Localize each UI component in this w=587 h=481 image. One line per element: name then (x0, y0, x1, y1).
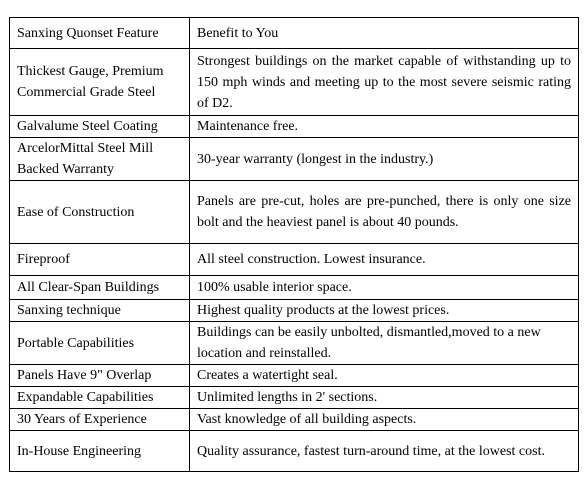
benefit-cell: Panels are pre-cut, holes are pre-punched, there is only one size bolt and the heaviest panel is about 40 pounds. (190, 181, 579, 244)
feature-cell: Portable Capabilities (10, 322, 190, 365)
header-feature-cell: Sanxing Quonset Feature (10, 18, 190, 49)
table-header-row (10, 18, 579, 49)
benefit-cell: 100% usable interior space. (190, 276, 579, 300)
table-row (10, 138, 579, 181)
table-row (10, 300, 579, 322)
table-row (10, 49, 579, 116)
feature-cell: Panels Have 9" Overlap (10, 365, 190, 387)
table-row (10, 431, 579, 472)
benefit-cell: Strongest buildings on the market capable of withstanding up to 150 mph winds and meeting up to the most severe seismic rating of D2. (190, 49, 579, 116)
benefit-cell: Creates a watertight seal. (190, 365, 579, 387)
benefit-cell: Maintenance free. (190, 116, 579, 138)
header-benefit-cell: Benefit to You (190, 18, 579, 49)
benefit-cell: Unlimited lengths in 2' sections. (190, 387, 579, 409)
feature-cell: Galvalume Steel Coating (10, 116, 190, 138)
feature-cell: Expandable Capabilities (10, 387, 190, 409)
feature-cell: ArcelorMittal Steel Mill Backed Warranty (10, 138, 190, 181)
benefit-cell: 30-year warranty (longest in the industry.) (190, 138, 579, 181)
table-row (10, 409, 579, 431)
table-row (10, 116, 579, 138)
feature-cell: Thickest Gauge, Premium Commercial Grade Steel (10, 49, 190, 116)
benefit-cell: All steel construction. Lowest insurance. (190, 244, 579, 276)
table-row (10, 244, 579, 276)
table-row (10, 365, 579, 387)
feature-cell: All Clear-Span Buildings (10, 276, 190, 300)
table-row (10, 322, 579, 365)
feature-cell: Ease of Construction (10, 181, 190, 244)
feature-cell: Fireproof (10, 244, 190, 276)
feature-cell: In-House Engineering (10, 431, 190, 472)
table-row (10, 276, 579, 300)
feature-cell: Sanxing technique (10, 300, 190, 322)
feature-cell: 30 Years of Experience (10, 409, 190, 431)
benefit-cell: Highest quality products at the lowest prices. (190, 300, 579, 322)
benefit-cell: Vast knowledge of all building aspects. (190, 409, 579, 431)
table-row (10, 387, 579, 409)
feature-benefit-table (9, 17, 579, 472)
benefit-cell: Buildings can be easily unbolted, dismantled,moved to a new location and reinstalled. (190, 322, 579, 365)
table-row (10, 181, 579, 244)
benefit-cell: Quality assurance, fastest turn-around time, at the lowest cost. (190, 431, 579, 472)
